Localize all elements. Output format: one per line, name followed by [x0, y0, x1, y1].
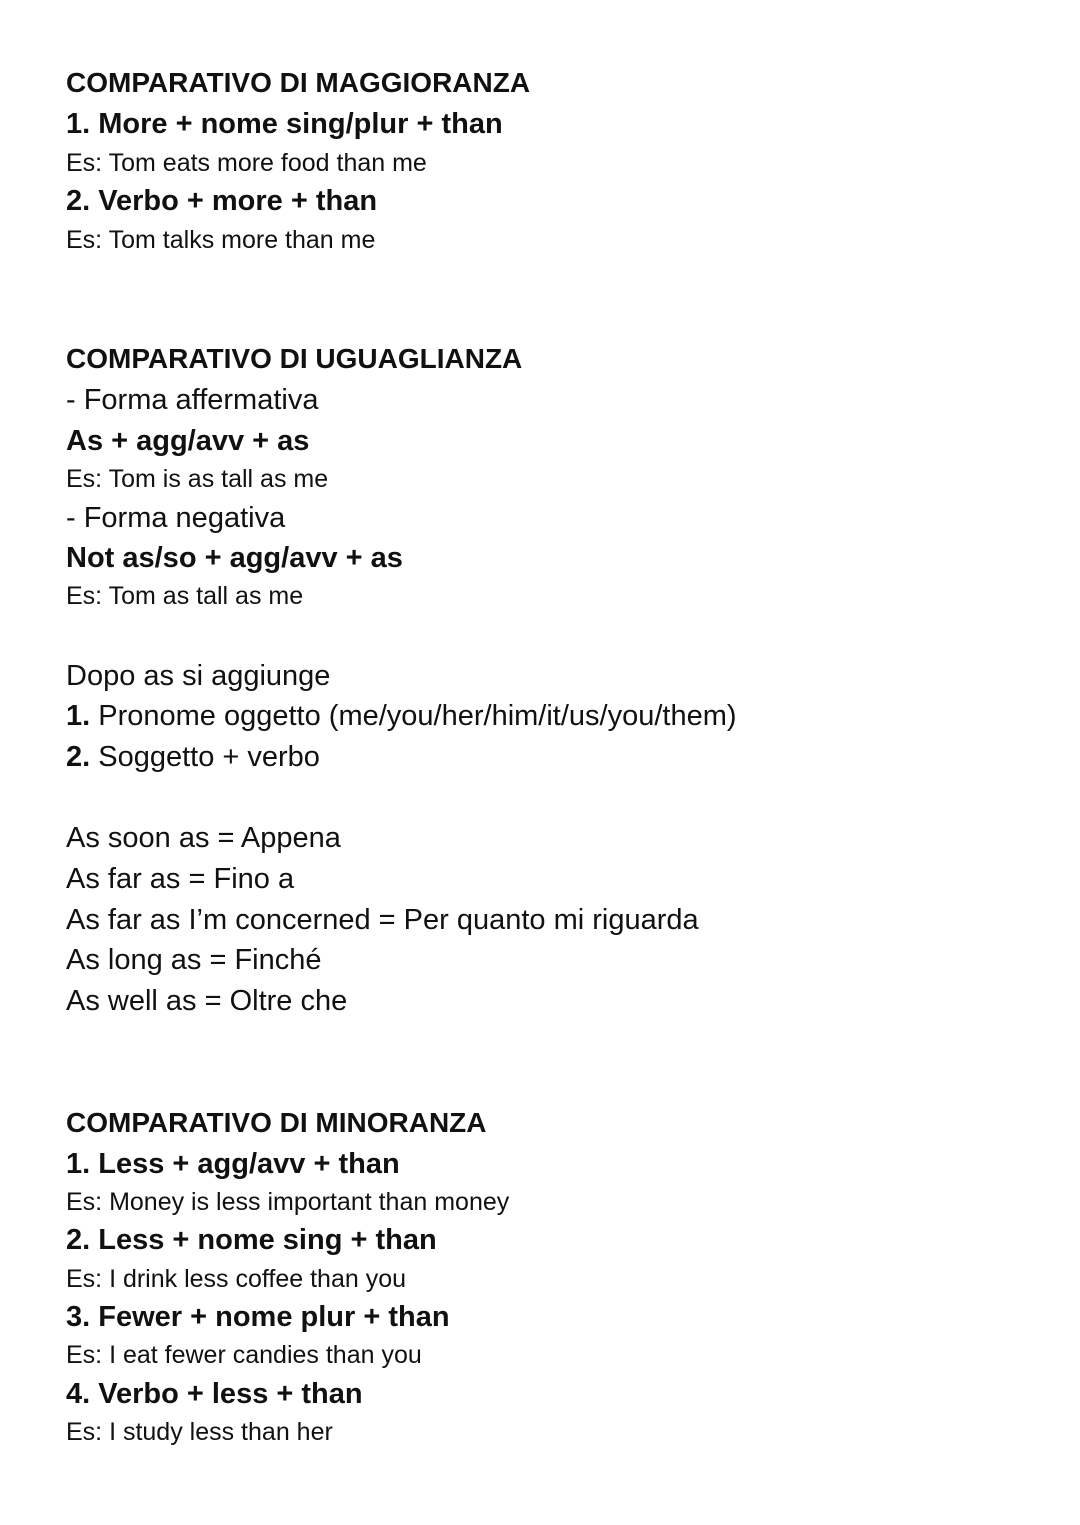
- dopo-as-item-2-number: 2.: [66, 741, 91, 773]
- expression-item: As soon as = Appena: [66, 822, 341, 854]
- dopo-as-item-2: [66, 743, 320, 772]
- expression-item: As far as = Fino a: [66, 863, 295, 895]
- dopo-as-item-1-number: 1.: [66, 700, 91, 732]
- maggioranza-title: COMPARATIVO DI MAGGIORANZA: [66, 67, 531, 98]
- minoranza-title: COMPARATIVO DI MINORANZA: [66, 1107, 487, 1138]
- minoranza-rule-4: 4. Verbo + less + than: [66, 1378, 363, 1410]
- minoranza-example-4: Es: I study less than her: [66, 1418, 333, 1446]
- maggioranza-rule-2: 2. Verbo + more + than: [66, 185, 378, 217]
- expression-item: As long as = Finché: [66, 944, 322, 976]
- dopo-as-item-1: [66, 702, 737, 731]
- uguaglianza-negativa-rule: Not as/so + agg/avv + as: [66, 542, 403, 574]
- dopo-as-intro: Dopo as si aggiunge: [66, 660, 331, 692]
- minoranza-example-3: Es: I eat fewer candies than you: [66, 1341, 422, 1369]
- expression-item: As well as = Oltre che: [66, 985, 348, 1017]
- maggioranza-example-1: Es: Tom eats more food than me: [66, 149, 427, 177]
- uguaglianza-negativa-example: Es: Tom as tall as me: [66, 582, 304, 610]
- dopo-as-item-1-text: Pronome oggetto (me/you/her/him/it/us/you/them): [90, 700, 737, 732]
- dopo-as-item-2-text: Soggetto + verbo: [90, 741, 320, 773]
- uguaglianza-affermativa-rule: As + agg/avv + as: [66, 425, 310, 457]
- uguaglianza-affermativa-label: - Forma affermativa: [66, 384, 319, 416]
- minoranza-rule-2: 2. Less + nome sing + than: [66, 1224, 437, 1256]
- maggioranza-example-2: Es: Tom talks more than me: [66, 226, 376, 254]
- minoranza-example-2: Es: I drink less coffee than you: [66, 1265, 407, 1293]
- minoranza-rule-3: 3. Fewer + nome plur + than: [66, 1301, 450, 1333]
- maggioranza-rule-1: 1. More + nome sing/plur + than: [66, 108, 503, 140]
- uguaglianza-affermativa-example: Es: Tom is as tall as me: [66, 465, 329, 493]
- minoranza-example-1: Es: Money is less important than money: [66, 1188, 510, 1216]
- expression-item: As far as I’m concerned = Per quanto mi riguarda: [66, 904, 699, 936]
- uguaglianza-title: COMPARATIVO DI UGUAGLIANZA: [66, 343, 523, 374]
- uguaglianza-negativa-label: - Forma negativa: [66, 502, 286, 534]
- minoranza-rule-1: 1. Less + agg/avv + than: [66, 1148, 400, 1180]
